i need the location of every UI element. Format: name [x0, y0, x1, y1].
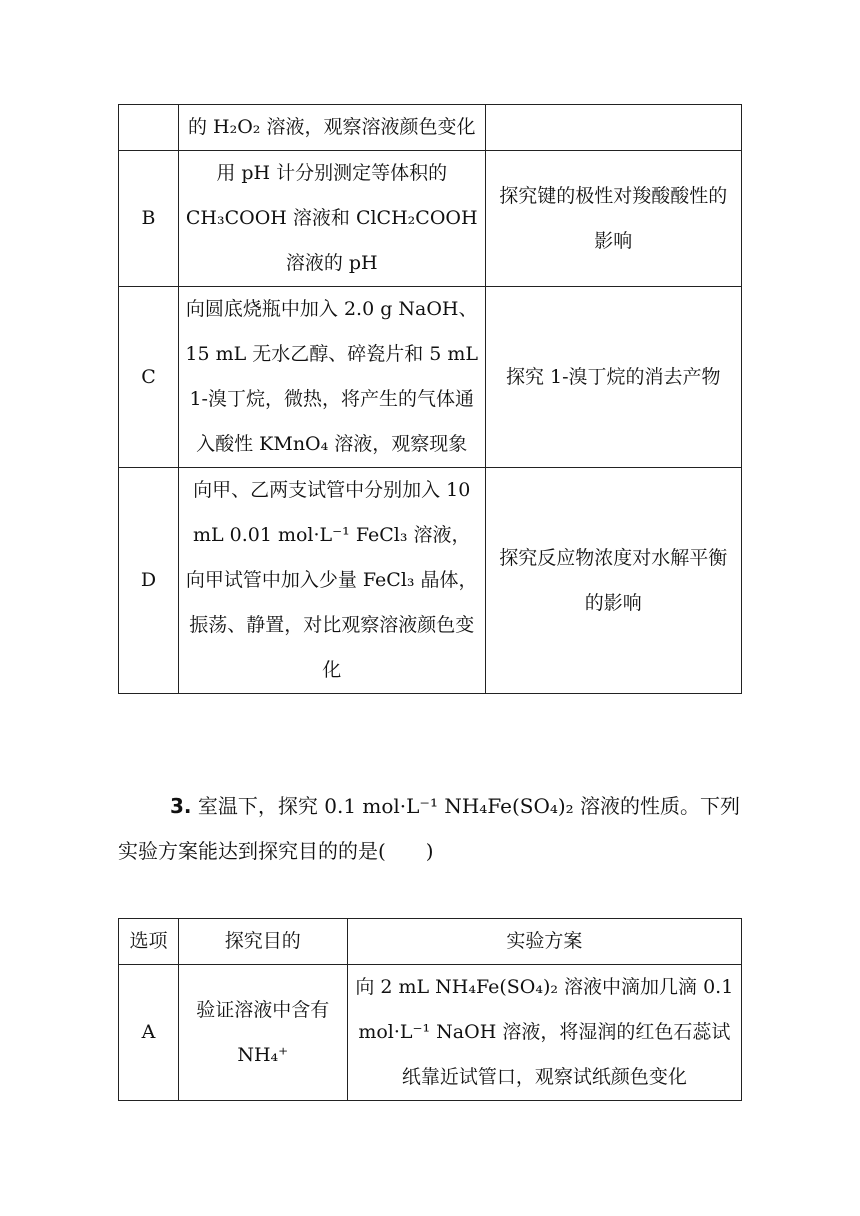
experiment-purpose: 探究键的极性对羧酸酸性的影响 — [485, 151, 741, 287]
experiment-purpose — [485, 105, 741, 151]
table-row — [119, 287, 742, 468]
question-number: 3. — [170, 794, 192, 818]
experiment-table-2 — [118, 918, 742, 1101]
question-3 — [118, 784, 742, 874]
experiment-purpose: 验证溶液中含有 NH₄⁺ — [178, 965, 347, 1101]
option-label: B — [119, 151, 179, 287]
question-text: 室温下，探究 0.1 mol·L⁻¹ NH₄Fe(SO₄)₂ 溶液的性质。下列实验方案能达到探究目的的是( ) — [118, 794, 741, 863]
option-label: A — [119, 965, 179, 1101]
option-label: D — [119, 468, 179, 694]
experiment-plan: 向圆底烧瓶中加入 2.0 g NaOH、15 mL 无水乙醇、碎瓷片和 5 mL 1-溴丁烷，微热，将产生的气体通入酸性 KMnO₄ 溶液，观察现象 — [178, 287, 485, 468]
header-purpose: 探究目的 — [178, 919, 347, 965]
table-row — [119, 151, 742, 287]
table-row — [119, 468, 742, 694]
table-row — [119, 965, 742, 1101]
experiment-plan: 向 2 mL NH₄Fe(SO₄)₂ 溶液中滴加几滴 0.1 mol·L⁻¹ NaOH 溶液，将湿润的红色石蕊试纸靠近试管口，观察试纸颜色变化 — [347, 965, 741, 1101]
experiment-table-1 — [118, 104, 742, 694]
experiment-plan: 用 pH 计分别测定等体积的 CH₃COOH 溶液和 ClCH₂COOH 溶液的 pH — [178, 151, 485, 287]
option-label — [119, 105, 179, 151]
experiment-purpose: 探究 1-溴丁烷的消去产物 — [485, 287, 741, 468]
experiment-purpose: 探究反应物浓度对水解平衡的影响 — [485, 468, 741, 694]
header-option: 选项 — [119, 919, 179, 965]
table-header-row — [119, 919, 742, 965]
experiment-plan: 的 H₂O₂ 溶液，观察溶液颜色变化 — [178, 105, 485, 151]
table-row — [119, 105, 742, 151]
option-label: C — [119, 287, 179, 468]
experiment-plan: 向甲、乙两支试管中分别加入 10 mL 0.01 mol·L⁻¹ FeCl₃ 溶液，向甲试管中加入少量 FeCl₃ 晶体，振荡、静置，对比观察溶液颜色变化 — [178, 468, 485, 694]
header-plan: 实验方案 — [347, 919, 741, 965]
